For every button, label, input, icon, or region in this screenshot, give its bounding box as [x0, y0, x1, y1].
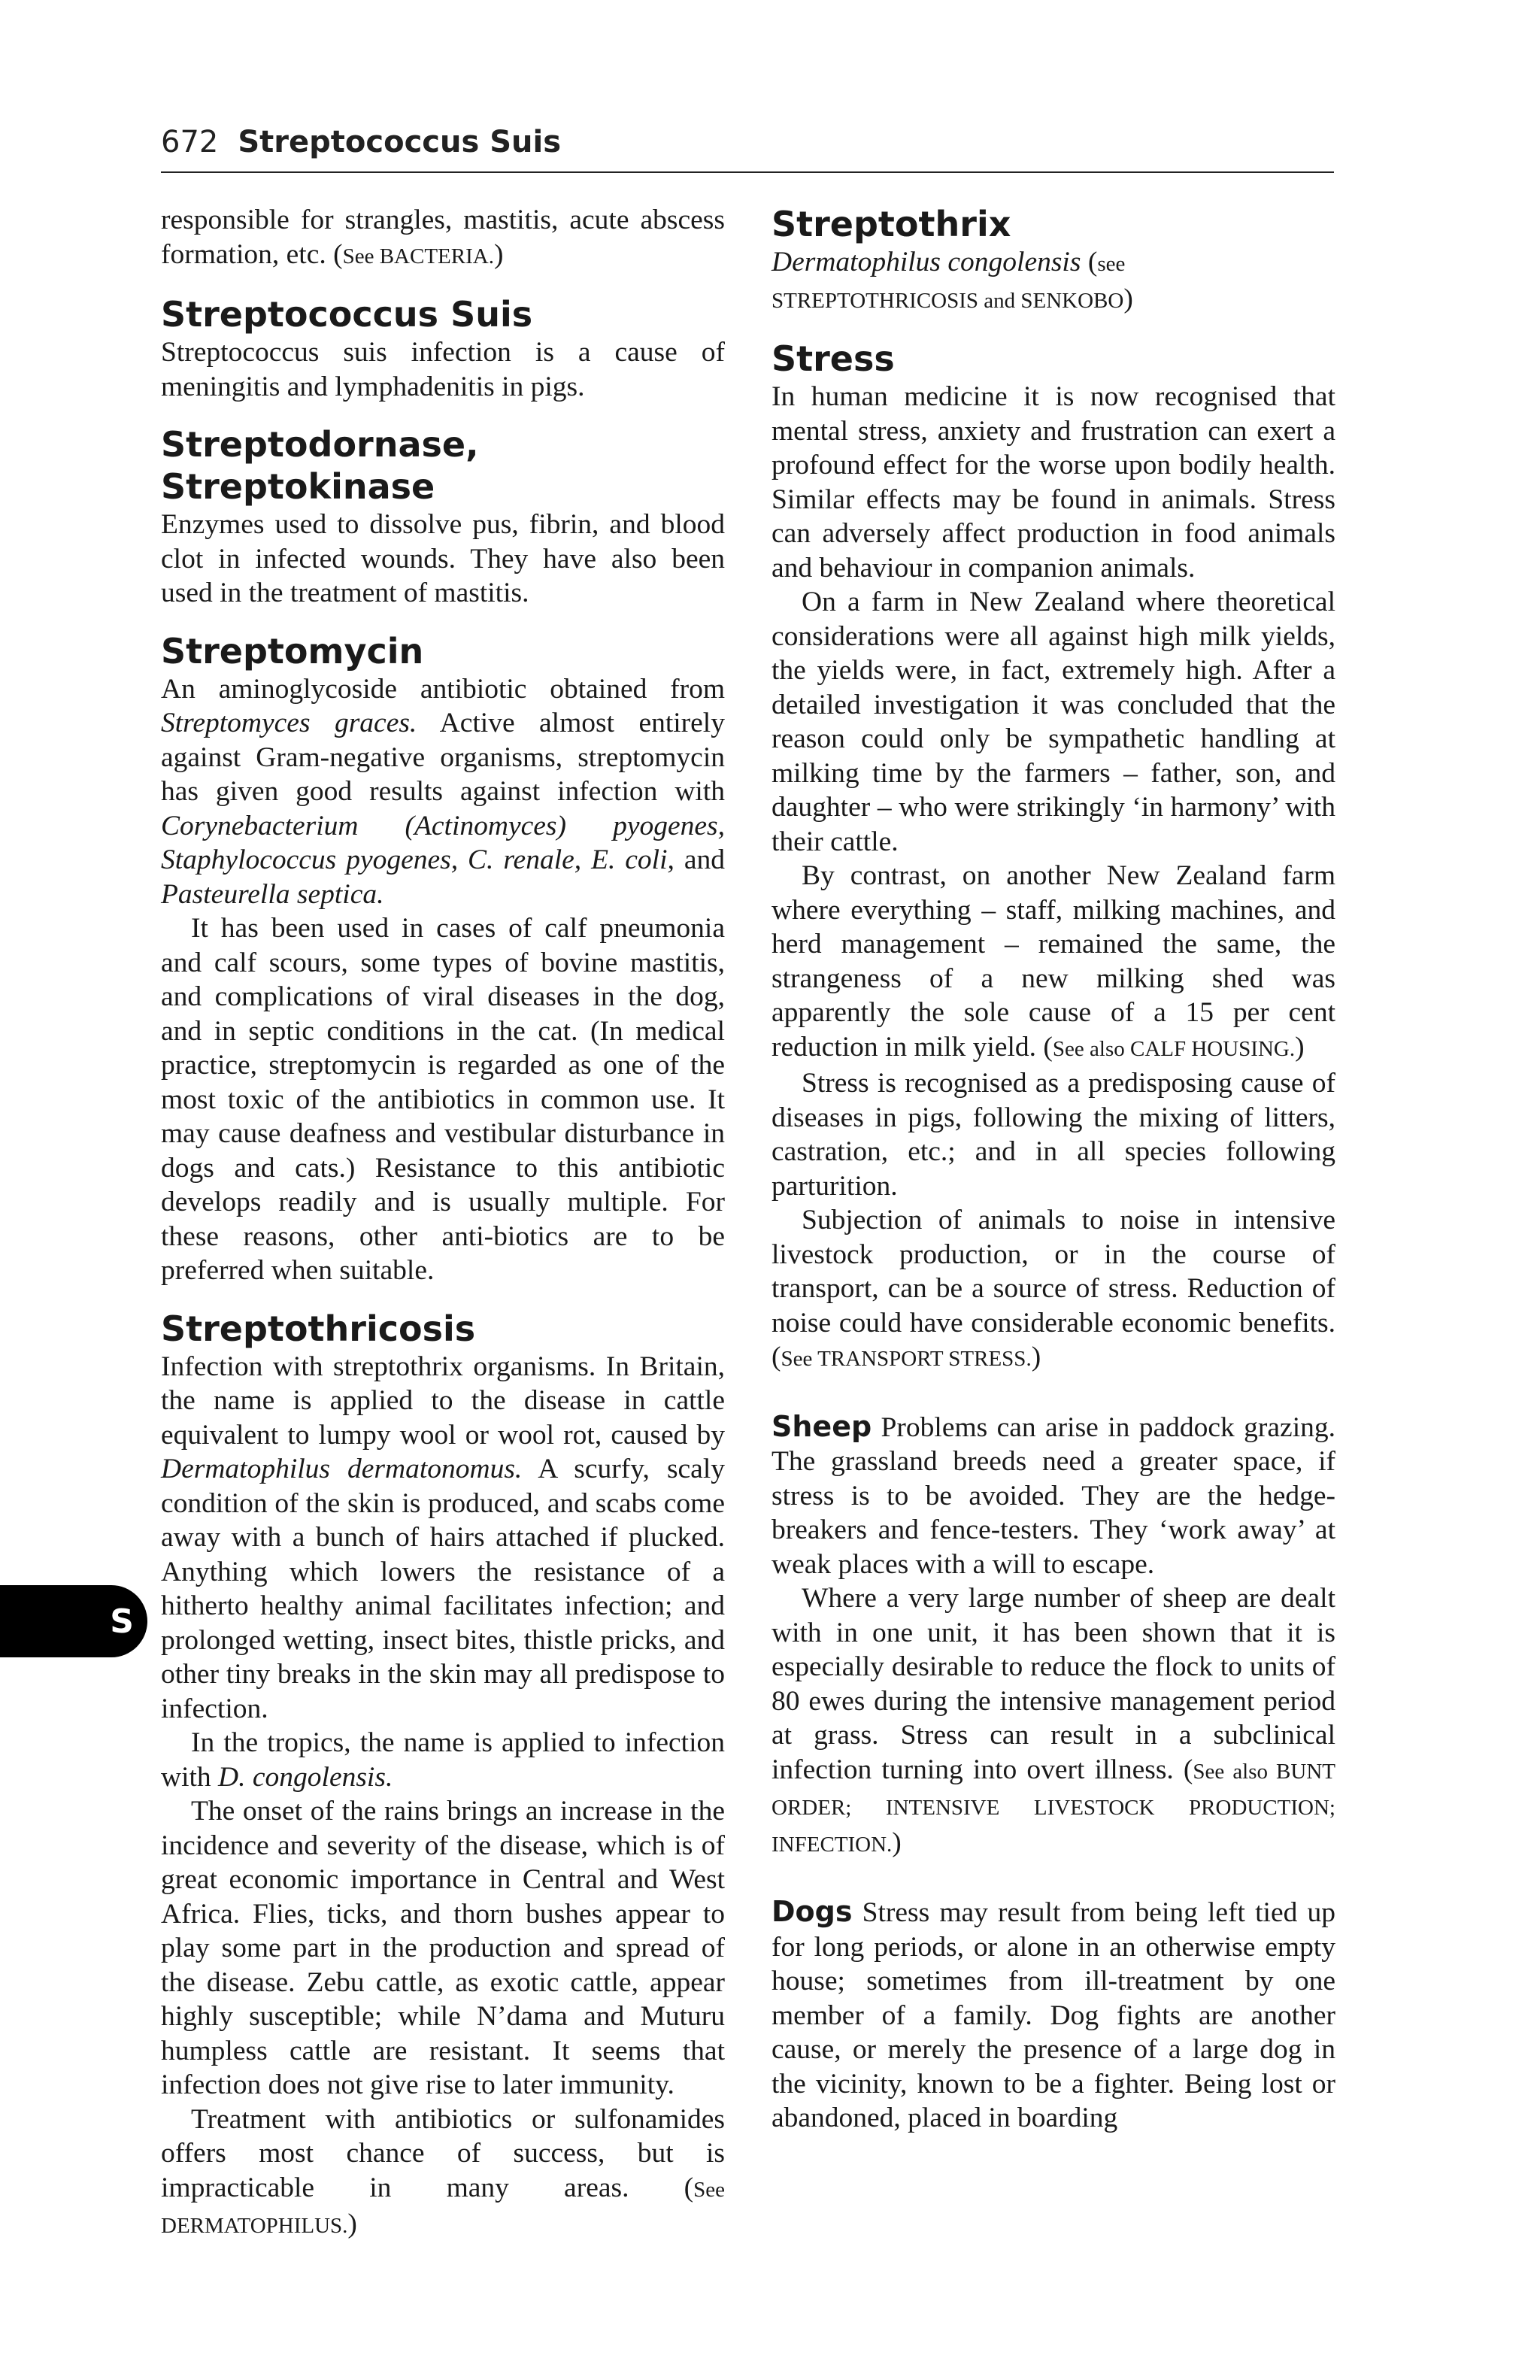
- entry-text: Dermatophilus congolensis (see STREPTOTHRICOSIS and SENKOBO): [772, 247, 1133, 314]
- header-rule: [161, 171, 1334, 173]
- entry-paragraph: Where a very large number of sheep are dealt with in one unit, it has been shown that it is especially desirable to reduce the flock to units of 80 ewes during the intensive management period at grass. Stress can result in a subclinical infection turning into overt illness. (See also BUNT ORDER; INTENSIVE LIVESTOCK PRODUCTION; INFECTION.): [772, 1583, 1335, 1858]
- page-number: 672: [161, 125, 219, 159]
- subsection-sheep: Sheep Problems can arise in paddock grazing. The grassland breeds need a greater space, if stress is to be avoided. They are the hedge-breakers and fence-testers. They ‘work away’ at weak places with a will to escape.: [772, 1409, 1335, 1580]
- left-column: [161, 203, 725, 2244]
- entry-paragraph: An aminoglycoside antibiotic obtained from Streptomyces graces. Active almost entirely against Gram-negative organisms, streptomycin has given good results against infection with Corynebacterium (Actinomyces) pyogenes, Staphylococcus pyogenes, C. renale, E. coli, and Pasteurella septica.: [161, 673, 725, 910]
- cross-reference: See BACTERIA.: [342, 244, 494, 268]
- run-in-heading-sheep: Sheep: [772, 1409, 872, 1443]
- entry-heading-streptodornase: Streptodornase, Streptokinase: [161, 424, 479, 507]
- entry-heading-streptothrix: Streptothrix: [772, 204, 1011, 244]
- entry-paragraph: On a farm in New Zealand where theoretical considerations were all against high milk yields, the yields were, in fact, extremely high. After a detailed investigation it was concluded that the reason could only be sympathetic handling at milking time by the farmers – father, son, and daughter – who were strikingly ‘in harmony’ with their cattle.: [772, 587, 1335, 857]
- thumb-tab-letter: S: [110, 1602, 134, 1641]
- entry-paragraph: In the tropics, the name is applied to infection with D. congolensis.: [161, 1727, 725, 1793]
- running-title: Streptococcus Suis: [238, 125, 562, 159]
- right-column: [772, 203, 1335, 2136]
- cross-reference: See also BUNT ORDER; INTENSIVE LIVESTOCK PRODUCTION; INFECTION.: [772, 1759, 1335, 1857]
- entry-paragraph: Infection with streptothrix organisms. In Britain, the name is applied to the disease in cattle equivalent to lumpy wool or wool rot, caused by Dermatophilus dermatonomus. A scurfy, scaly condition of the skin is produced, and scabs come away with a bunch of hairs attached if plucked. Anything which lowers the resistance of a hitherto healthy animal facilitates infection; and prolonged wetting, insect bites, thistle pricks, and other tiny breaks in the skin may all predispose to infection.: [161, 1351, 725, 1724]
- section-gap: [772, 1862, 1335, 1895]
- entry-heading-streptomycin: Streptomycin: [161, 630, 424, 672]
- entry-paragraph: Treatment with antibiotics or sulfonamides offers most chance of success, but is impracticable in many areas. (See DERMATOPHILUS.): [161, 2103, 725, 2239]
- entry-paragraph: In human medicine it is now recognised that mental stress, anxiety and frustration can exert a profound effect for the worse upon bodily health. Similar effects may be found in animals. Stress can adversely affect production in food animals and behaviour in companion animals.: [772, 381, 1335, 584]
- entry-heading-stress: Stress: [772, 338, 895, 379]
- run-in-heading-dogs: Dogs: [772, 1895, 853, 1928]
- entry-paragraph: By contrast, on another New Zealand farm where everything – staff, milking machines, and herd management – remained the same, the strangeness of a new milking shed was apparently the sole cause of a 15 per cent reduction in milk yield. (See also CALF HOUSING.): [772, 860, 1335, 1063]
- cross-reference: See also CALF HOUSING.: [1052, 1036, 1296, 1061]
- entry-paragraph: The onset of the rains brings an increase in the incidence and severity of the disease, which is of great economic importance in Central and West Africa. Flies, ticks, and thorn bushes appear to play some part in the production and spread of the disease. Zebu cattle, as exotic cattle, appear highly susceptible; while N’dama and Muturu humpless cattle are resistant. It seems that infection does not give rise to later immunity.: [161, 1796, 725, 2100]
- subsection-dogs: Dogs Stress may result from being left tied up for long periods, or alone in an otherwise empty house; sometimes from ill-treatment by one member of a family. Dog fights are another cause, or merely the presence of a large dog in the vicinity, known to be a fighter. Being lost or abandoned, placed in boarding: [772, 1895, 1335, 2133]
- entry-paragraph: Subjection of animals to noise in intensive livestock production, or in the course of transport, can be a source of stress. Reduction of noise could have considerable economic benefits. (See TRANSPORT STRESS.): [772, 1205, 1335, 1372]
- section-gap: [772, 1377, 1335, 1410]
- section-thumb-tab: [0, 1585, 147, 1657]
- cross-reference: See DERMATOPHILUS.: [161, 2177, 725, 2238]
- entry-heading-streptothricosis: Streptothricosis: [161, 1308, 476, 1349]
- entry-text: Streptococcus suis infection is a cause of meningitis and lymphadenitis in pigs.: [161, 337, 725, 402]
- cross-reference: See TRANSPORT STRESS.: [781, 1347, 1032, 1371]
- cross-reference: see STREPTOTHRICOSIS and SENKOBO: [772, 252, 1126, 313]
- entry-heading-streptococcus-suis: Streptococcus Suis: [161, 294, 533, 335]
- entry-text: Enzymes used to dissolve pus, fibrin, and blood clot in infected wounds. They have also been used in the treatment of mastitis.: [161, 509, 725, 608]
- running-head: [161, 125, 1334, 159]
- continued-paragraph: responsible for strangles, mastitis, acute abscess formation, etc. (See BACTERIA.): [161, 205, 725, 270]
- entry-paragraph: It has been used in cases of calf pneumonia and calf scours, some types of bovine mastitis, and complications of viral diseases in the dog, and in septic conditions in the cat. (In medical practice, streptomycin is regarded as one of the most toxic of the antibiotics in common use. It may cause deafness and vestibular disturbance in dogs and cats.) Resistance to this antibiotic develops readily and is usually multiple. For these reasons, other anti-biotics are to be preferred when suitable.: [161, 913, 725, 1286]
- entry-paragraph: Stress is recognised as a predisposing cause of diseases in pigs, following the mixing of litters, castration, etc.; and in all species following parturition.: [772, 1068, 1335, 1202]
